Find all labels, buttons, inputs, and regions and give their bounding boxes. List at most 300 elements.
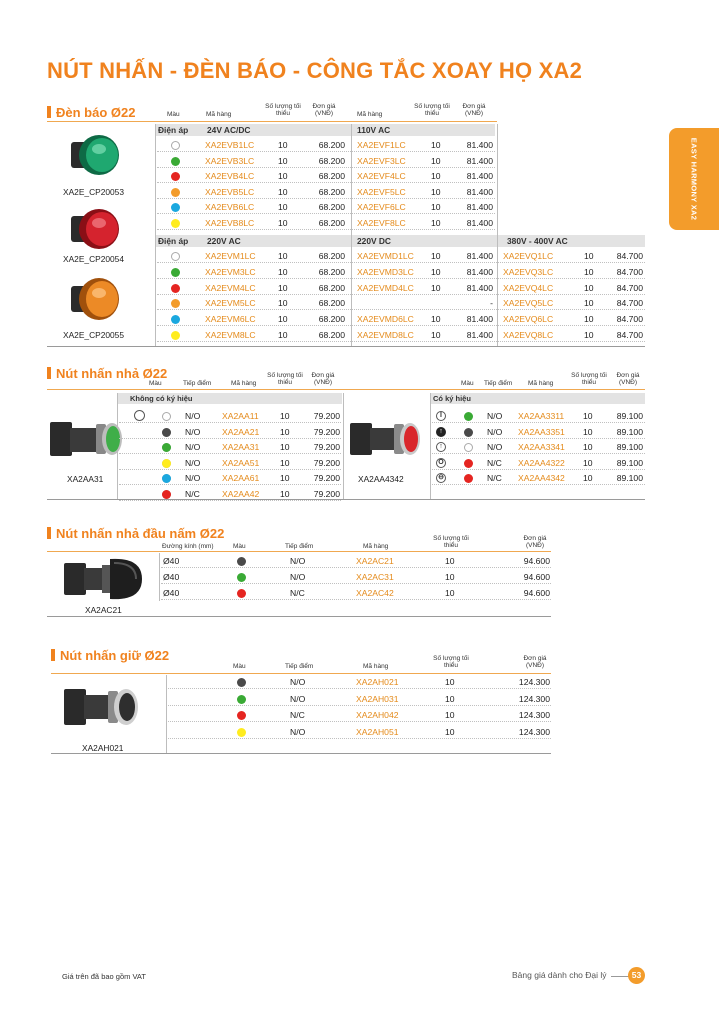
min-qty: 10 (431, 155, 441, 166)
unit-price: 89.100 (616, 426, 643, 437)
col-header-code: Mã hàng (528, 380, 554, 387)
divider (497, 124, 498, 346)
image-caption: XA2AH021 (82, 743, 124, 753)
row-separator (168, 705, 551, 706)
section-rule (47, 121, 497, 122)
row-separator (161, 599, 551, 600)
product-code: XA2EVF3LC (357, 155, 406, 166)
product-code: XA2EVM8LC (205, 330, 256, 340)
col-header-color: Màu (167, 111, 180, 118)
blank-symbol-icon (134, 410, 145, 421)
product-code: XA2EVMD1LC (357, 251, 414, 261)
black-dot-icon (237, 678, 246, 687)
unit-price: 124.300 (518, 710, 550, 720)
unit-price: 68.200 (318, 155, 345, 166)
image-caption: XA2AA4342 (358, 474, 404, 484)
product-code: XA2EVQ3LC (503, 266, 554, 277)
contact-type: N/C (290, 588, 305, 598)
unit-price: 94.600 (523, 556, 550, 566)
min-qty: 10 (431, 171, 441, 181)
image-caption: XA2E_CP20054 (63, 254, 124, 264)
contact-type: N/O (185, 457, 201, 468)
product-code: XA2EVM6LC (205, 314, 256, 325)
row-separator (432, 438, 645, 439)
row-separator (168, 738, 551, 739)
row-separator (168, 688, 551, 689)
product-code: XA2AA31 (222, 442, 260, 452)
unit-price: 81.400 (466, 314, 493, 325)
row-separator (432, 453, 645, 454)
contact-type: N/O (185, 442, 201, 452)
section-title-pushbutton (47, 366, 167, 381)
col-header-color: Màu (461, 380, 474, 387)
section-marker (47, 367, 51, 379)
section-title-text: Đèn báo Ø22 (56, 105, 136, 120)
red-dot-icon (464, 459, 473, 468)
section-title-indicator (47, 105, 135, 120)
image-caption: XA2E_CP20053 (63, 187, 124, 197)
red-dot-icon (237, 589, 246, 598)
red-dot-icon (171, 172, 180, 181)
red-pushbutton-image (348, 415, 422, 468)
row-separator (161, 567, 551, 568)
min-qty: 10 (431, 266, 441, 277)
min-qty: 10 (583, 457, 593, 468)
contact-type: N/O (487, 442, 503, 452)
col-header-price: Đơn giá (VNĐ) (616, 372, 640, 386)
divider (343, 393, 344, 499)
footer-line (611, 976, 629, 977)
mushroom-pushbutton-image (62, 555, 144, 608)
white-dot-icon (171, 252, 180, 261)
unit-price: 89.100 (616, 457, 643, 468)
product-code: XA2EVM4LC (205, 282, 256, 293)
contact-type: N/C (487, 457, 502, 468)
col-header-min-qty: Số lượng tối thiểu (265, 103, 301, 117)
row-separator (157, 262, 645, 263)
side-tab-label: EASY HARMONY XA2 (689, 137, 699, 221)
min-qty: 10 (278, 217, 288, 228)
unit-price: 94.600 (523, 572, 550, 582)
unit-price: 68.200 (318, 186, 345, 197)
min-qty: 10 (583, 473, 593, 483)
row-separator (432, 422, 645, 423)
latching-pushbutton-image (62, 680, 142, 739)
unit-price: 79.200 (313, 473, 340, 483)
min-qty: 10 (278, 266, 288, 277)
row-separator (157, 167, 495, 168)
product-code: XA2AA11 (222, 411, 259, 421)
min-qty: 10 (445, 677, 455, 687)
black-dot-icon (162, 428, 171, 437)
product-code: XA2AC31 (356, 572, 394, 582)
yellow-dot-icon (171, 331, 180, 340)
voltage-24v: 24V AC/DC (207, 125, 251, 135)
section-title-text: Nút nhấn giữ Ø22 (60, 648, 170, 663)
unit-price: 68.200 (318, 330, 345, 340)
unit-price: 68.200 (318, 314, 345, 325)
product-code: XA2EVB3LC (205, 155, 255, 166)
unit-price: 81.400 (466, 282, 493, 293)
unit-price: 68.200 (318, 251, 345, 261)
image-caption: XA2E_CP20055 (63, 330, 124, 340)
section-marker (51, 649, 55, 661)
row-separator (157, 229, 495, 230)
contact-type: N/O (290, 572, 306, 582)
row-separator (168, 721, 551, 722)
product-code: XA2EVB5LC (205, 186, 255, 197)
section-rule (47, 389, 645, 390)
section-title-text: Nút nhấn nhả đầu nấm Ø22 (56, 526, 225, 541)
min-qty: 10 (445, 710, 455, 720)
product-code: XA2EVMD8LC (357, 330, 414, 340)
contact-type: N/C (290, 710, 305, 720)
footer-pricelist-note: Bảng giá dành cho Đại lý (512, 970, 607, 980)
unit-price: 84.700 (616, 314, 643, 325)
min-qty: 10 (278, 251, 288, 261)
diameter: Ø40 (163, 572, 180, 582)
product-code: XA2AA3311 (518, 411, 565, 421)
section-rule (47, 346, 645, 347)
unit-price: 68.200 (318, 282, 345, 293)
col-header-code: Mã hàng (363, 543, 389, 550)
black-dot-icon (237, 557, 246, 566)
col-header-min-qty: Số lượng tối thiểu (571, 372, 607, 386)
product-code: XA2AC21 (356, 556, 394, 566)
green-dot-icon (237, 695, 246, 704)
yellow-dot-icon (162, 459, 171, 468)
col-header-color: Màu (233, 543, 246, 550)
product-code: XA2EVMD6LC (357, 314, 414, 325)
product-code: XA2EVM1LC (205, 251, 256, 261)
row-separator (157, 294, 645, 295)
unit-price: 79.200 (313, 488, 340, 499)
row-separator (432, 469, 645, 470)
col-header-min-qty: Số lượng tối thiểu (433, 535, 469, 549)
row-separator (157, 213, 495, 214)
col-header-price-2: Đơn giá (VNĐ) (462, 103, 486, 117)
min-qty: 10 (583, 411, 593, 421)
unit-price: 81.400 (466, 266, 493, 277)
orange-dot-icon (171, 299, 180, 308)
section-title-mushroom (47, 526, 224, 541)
section-marker (47, 106, 51, 118)
image-caption: XA2AA31 (67, 474, 104, 484)
min-qty: 10 (431, 202, 441, 212)
group-no-symbol: Không có ký hiệu (130, 394, 193, 403)
product-code: XA2EVF1LC (357, 140, 406, 150)
unit-price: 84.700 (616, 282, 643, 293)
min-qty: 10 (431, 217, 441, 228)
button-symbol-icon: O (436, 458, 446, 468)
product-code: XA2EVM3LC (205, 266, 256, 277)
col-header-code: Mã hàng (231, 380, 257, 387)
min-qty: 10 (445, 572, 455, 582)
product-code: XA2EVQ5LC (503, 298, 554, 309)
unit-price: 124.300 (518, 693, 550, 704)
col-header-color: Màu (149, 380, 162, 387)
red-dot-icon (171, 284, 180, 293)
divider (166, 675, 167, 753)
product-code: XA2EVB1LC (205, 140, 255, 150)
product-code: XA2AH031 (356, 693, 399, 704)
button-symbol-icon: I (436, 411, 446, 421)
white-dot-icon (171, 141, 180, 150)
col-header-price: Đơn giá (VNĐ) (523, 535, 547, 549)
unit-price: 81.400 (466, 251, 493, 261)
red-dot-icon (162, 490, 171, 499)
unit-price: 84.700 (616, 266, 643, 277)
min-qty: 10 (445, 693, 455, 704)
col-header-price: Đơn giá (VNĐ) (523, 655, 547, 669)
col-header-diameter: Đường kính (mm) (162, 543, 214, 550)
min-qty: 10 (584, 314, 594, 325)
row-separator (119, 422, 341, 423)
contact-type: N/O (290, 693, 306, 704)
row-separator (119, 469, 341, 470)
col-header-min-qty: Số lượng tối thiểu (267, 372, 303, 386)
row-separator (157, 309, 645, 310)
min-qty: 10 (278, 171, 288, 181)
row-separator (157, 182, 495, 183)
product-code: XA2AA51 (222, 457, 260, 468)
product-code: XA2AA61 (222, 473, 260, 483)
product-code: XA2AA42 (222, 488, 260, 499)
product-code: XA2AA3351 (518, 426, 565, 437)
voltage-label: Điện áp (158, 236, 189, 246)
min-qty: 10 (584, 298, 594, 309)
min-qty: 10 (445, 556, 455, 566)
orange-pilot-light-image (67, 273, 125, 330)
contact-type: N/O (487, 411, 503, 421)
col-header-code: Mã hàng (206, 111, 232, 118)
unit-price: 81.400 (466, 155, 493, 166)
unit-price: 124.300 (518, 677, 550, 687)
col-header-code-2: Mã hàng (357, 111, 383, 118)
blue-dot-icon (171, 203, 180, 212)
unit-price: 81.400 (466, 202, 493, 212)
unit-price: 84.700 (616, 251, 643, 261)
green-dot-icon (464, 412, 473, 421)
min-qty: 10 (584, 251, 594, 261)
diameter: Ø40 (163, 556, 180, 566)
unit-price: 79.200 (313, 426, 340, 437)
unit-price: 81.400 (466, 217, 493, 228)
product-code: XA2EVQ6LC (503, 314, 554, 325)
min-qty: 10 (431, 282, 441, 293)
unit-price: 68.200 (318, 202, 345, 212)
col-header-code: Mã hàng (363, 663, 389, 670)
row-separator (157, 278, 645, 279)
contact-type: N/O (290, 556, 306, 566)
min-qty: 10 (280, 411, 290, 421)
green-pilot-light-image (67, 130, 125, 185)
row-separator (119, 438, 341, 439)
row-separator (157, 151, 495, 152)
row-separator (157, 341, 645, 342)
min-qty: 10 (431, 330, 441, 340)
contact-type: N/O (290, 726, 306, 737)
unit-price: - (490, 298, 493, 309)
min-qty: 10 (431, 314, 441, 325)
section-title-latching (51, 648, 169, 663)
product-code: XA2EVQ4LC (503, 282, 554, 293)
product-code: XA2EVF8LC (357, 217, 406, 228)
product-code: XA2AA3341 (518, 442, 565, 452)
section-rule (51, 753, 551, 754)
unit-price: 89.100 (616, 411, 643, 421)
product-code: XA2EVM5LC (205, 298, 256, 309)
page-number: 53 (628, 967, 645, 984)
min-qty: 10 (278, 298, 288, 309)
section-rule (47, 616, 551, 617)
col-header-contact: Tiếp điểm (285, 543, 314, 550)
green-dot-icon (171, 157, 180, 166)
green-pushbutton-image (48, 414, 122, 469)
unit-price: 84.700 (616, 298, 643, 309)
orange-dot-icon (171, 188, 180, 197)
min-qty: 10 (431, 186, 441, 197)
unit-price: 68.200 (318, 266, 345, 277)
red-pilot-light-image (67, 204, 125, 259)
unit-price: 79.200 (313, 411, 340, 421)
product-code: XA2AC42 (356, 588, 394, 598)
min-qty: 10 (280, 442, 290, 452)
min-qty: 10 (278, 140, 288, 150)
product-code: XA2AH042 (356, 710, 399, 720)
contact-type: N/O (185, 473, 201, 483)
unit-price: 81.400 (466, 140, 493, 150)
product-code: XA2EVB6LC (205, 202, 255, 212)
unit-price: 124.300 (518, 726, 550, 737)
section-title-text: Nút nhấn nhả Ø22 (56, 366, 168, 381)
product-code: XA2EVF5LC (357, 186, 406, 197)
row-separator (157, 198, 495, 199)
product-code: XA2EVB8LC (205, 217, 255, 228)
min-qty: 10 (431, 140, 441, 150)
unit-price: 68.200 (318, 298, 345, 309)
page-title: NÚT NHẤN - ĐÈN BÁO - CÔNG TẮC XOAY HỌ XA2 (47, 58, 583, 83)
product-code: XA2AA4342 (518, 473, 565, 483)
green-dot-icon (237, 573, 246, 582)
unit-price: 68.200 (318, 217, 345, 228)
section-rule (51, 673, 551, 674)
col-header-price: Đơn giá (VNĐ) (311, 372, 335, 386)
divider (155, 124, 156, 346)
voltage-band (155, 124, 495, 136)
voltage-220v-dc: 220V DC (357, 236, 391, 246)
blue-dot-icon (171, 315, 180, 324)
product-code: XA2EVB4LC (205, 171, 255, 181)
yellow-dot-icon (171, 219, 180, 228)
product-code: XA2EVF4LC (357, 171, 406, 181)
col-header-contact: Tiếp điểm (285, 663, 314, 670)
divider (159, 553, 160, 601)
row-separator (432, 484, 645, 485)
min-qty: 10 (278, 330, 288, 340)
voltage-380v: 380V - 400V AC (507, 236, 568, 246)
blue-dot-icon (162, 474, 171, 483)
min-qty: 10 (584, 266, 594, 277)
min-qty: 10 (445, 726, 455, 737)
voltage-110v: 110V AC (357, 125, 391, 135)
unit-price: 84.700 (616, 330, 643, 340)
section-rule (47, 499, 645, 500)
min-qty: 10 (278, 202, 288, 212)
col-header-price: Đơn giá (VNĐ) (312, 103, 336, 117)
diameter: Ø40 (163, 588, 180, 598)
unit-price: 79.200 (313, 442, 340, 452)
image-caption: XA2AC21 (85, 605, 122, 615)
row-separator (119, 484, 341, 485)
product-code: XA2EVQ1LC (503, 251, 554, 261)
group-with-symbol: Có ký hiệu (433, 394, 471, 403)
col-header-contact: Tiếp điểm (484, 380, 513, 387)
unit-price: 68.200 (318, 171, 345, 181)
green-dot-icon (171, 268, 180, 277)
button-symbol-icon: ⊖ (436, 473, 446, 483)
product-code: XA2AA21 (222, 426, 260, 437)
red-dot-icon (237, 711, 246, 720)
contact-type: N/O (185, 426, 201, 437)
min-qty: 10 (278, 282, 288, 293)
min-qty: 10 (278, 155, 288, 166)
product-code: XA2EVF6LC (357, 202, 406, 212)
white-dot-icon (464, 443, 473, 452)
min-qty: 10 (280, 488, 290, 499)
divider (430, 393, 431, 499)
product-code: XA2AH051 (356, 726, 399, 737)
contact-type: N/C (487, 473, 502, 483)
yellow-dot-icon (237, 728, 246, 737)
white-dot-icon (162, 412, 171, 421)
black-dot-icon (464, 428, 473, 437)
min-qty: 10 (445, 588, 455, 598)
col-header-min-qty-2: Số lượng tối thiểu (414, 103, 450, 117)
row-separator (161, 583, 551, 584)
col-header-color: Màu (233, 663, 246, 670)
min-qty: 10 (584, 282, 594, 293)
contact-type: N/O (185, 411, 201, 421)
unit-price: 89.100 (616, 442, 643, 452)
red-dot-icon (464, 474, 473, 483)
min-qty: 10 (278, 314, 288, 325)
min-qty: 10 (583, 442, 593, 452)
button-symbol-icon: ↑ (436, 442, 446, 452)
col-header-min-qty: Số lượng tối thiểu (433, 655, 469, 669)
unit-price: 89.100 (616, 473, 643, 483)
unit-price: 81.400 (466, 171, 493, 181)
contact-type: N/O (290, 677, 306, 687)
product-code: XA2EVMD3LC (357, 266, 414, 277)
product-code: XA2AA4322 (518, 457, 565, 468)
button-symbol-icon: ↑ (436, 427, 446, 437)
unit-price: 94.600 (523, 588, 550, 598)
product-code: XA2AH021 (356, 677, 399, 687)
min-qty: 10 (280, 457, 290, 468)
unit-price: 68.200 (318, 140, 345, 150)
section-marker (47, 527, 51, 539)
min-qty: 10 (280, 473, 290, 483)
unit-price: 81.400 (466, 186, 493, 197)
unit-price: 79.200 (313, 457, 340, 468)
side-tab (669, 128, 719, 230)
green-dot-icon (162, 443, 171, 452)
voltage-220v-ac: 220V AC (207, 236, 241, 246)
min-qty: 10 (583, 426, 593, 437)
section-rule (47, 551, 551, 552)
divider (351, 124, 352, 346)
